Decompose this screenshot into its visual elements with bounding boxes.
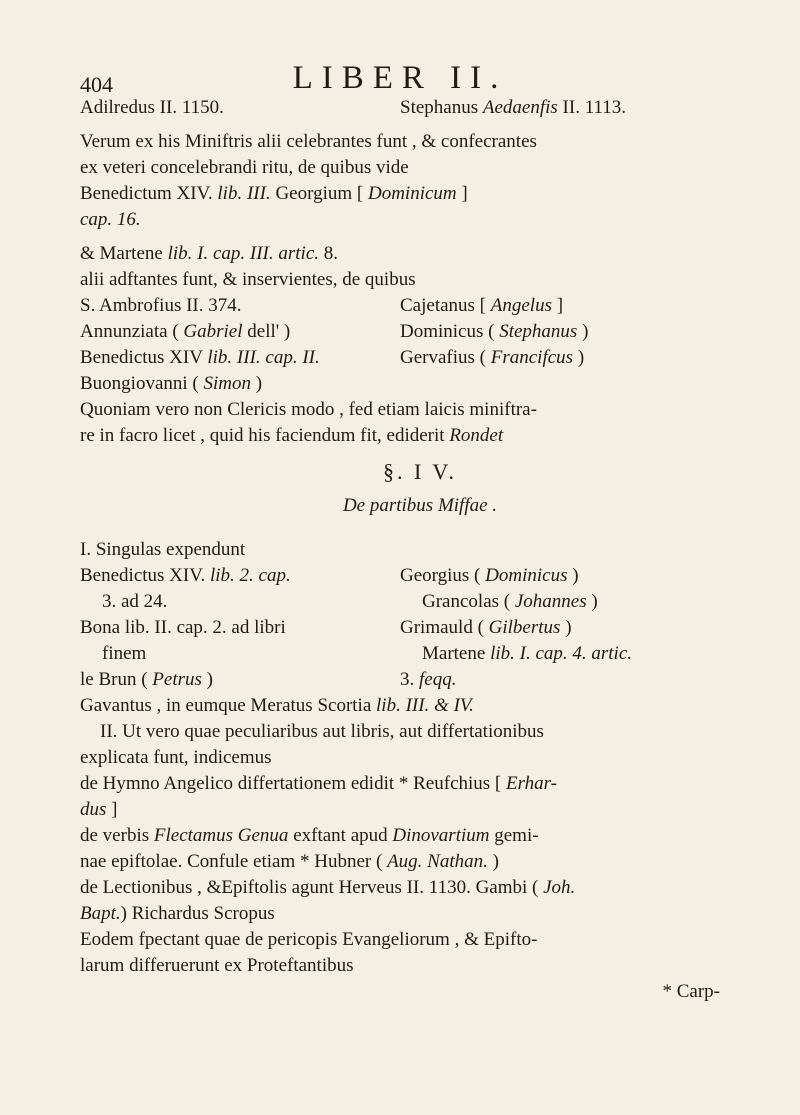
reference-list-2 xyxy=(80,537,760,693)
para2-line1: & Martene lib. I. cap. III. artic. 8. xyxy=(80,243,339,264)
para2-line2: alii adftantes funt, & inservientes, de quibus xyxy=(80,269,416,290)
reference-list-1 xyxy=(80,293,760,397)
list-item xyxy=(80,589,760,615)
list-item-right: Cajetanus [ Angelus ] xyxy=(400,295,564,316)
para4-line3: explicata funt, indicemus xyxy=(80,747,272,768)
para4-line6: de verbis Flectamus Genua exftant apud Dinovartium gemi- xyxy=(80,825,539,846)
list-item xyxy=(80,293,760,319)
section-heading: §. I V. xyxy=(383,459,457,484)
list-item-left: le Brun ( Petrus ) xyxy=(80,669,213,690)
list-item-left: Annunziata ( Gabriel dell' ) xyxy=(80,321,291,342)
list-item-left: I. Singulas expendunt xyxy=(80,539,246,560)
page-header xyxy=(80,60,720,100)
para4-line2: II. Ut vero quae peculiaribus aut libris, aut differtationibus xyxy=(100,721,544,742)
list-item-right: 3. feqq. xyxy=(400,669,457,690)
para3-line1: Quoniam vero non Clericis modo , fed etiam laicis miniftra- xyxy=(80,399,537,420)
para4-line4: de Hymno Angelico differtationem edidit * Reufchius [ Erhar- xyxy=(80,773,557,794)
catchword: * Carp- xyxy=(662,981,720,1002)
para4-line11: larum differuerunt ex Proteftantibus xyxy=(80,955,354,976)
list-item-right: Martene lib. I. cap. 4. artic. xyxy=(422,643,633,664)
list-item-right: Dominicus ( Stephanus ) xyxy=(400,321,589,342)
para1-line2: ex veteri concelebrandi ritu, de quibus vide xyxy=(80,157,409,178)
para4-line5: dus ] xyxy=(80,799,118,820)
list-item-left: Benedictus XIV. lib. 2. cap. xyxy=(80,565,291,586)
list-item xyxy=(80,345,760,371)
column-right: Stephanus Aedaenfis II. 1113. xyxy=(400,97,627,118)
section-subtitle: De partibus Miffae . xyxy=(342,495,498,516)
para1-line4: cap. 16. xyxy=(80,209,141,230)
page-number: 404 xyxy=(80,72,113,97)
list-item-left: 3. ad 24. xyxy=(102,591,168,612)
list-item-right xyxy=(400,371,760,397)
para1-line1: Verum ex his Miniftris alii celebrantes funt , & confecrantes xyxy=(80,131,537,152)
list-item-left: Bona lib. II. cap. 2. ad libri xyxy=(80,617,286,638)
list-item-left: S. Ambrofius II. 374. xyxy=(80,295,242,316)
list-item xyxy=(80,615,760,641)
list-item xyxy=(80,563,760,589)
list-item xyxy=(80,371,760,397)
running-title: LIBER II. xyxy=(292,60,508,96)
list-item-right xyxy=(400,537,760,563)
para3-line2: re in facro licet , quid his faciendum fit, ediderit Rondet xyxy=(80,425,504,446)
list-item-right: Georgius ( Dominicus ) xyxy=(400,565,579,586)
para4-line10: Eodem fpectant quae de pericopis Evangeliorum , & Epifto- xyxy=(80,929,538,950)
column-left: Adilredus II. 1150. xyxy=(80,97,224,118)
para4-line8: de Lectionibus , &Epiftolis agunt Herveus II. 1130. Gambi ( Joh. xyxy=(80,877,576,898)
list-item xyxy=(80,319,760,345)
list-item xyxy=(80,641,760,667)
list-item-left: Buongiovanni ( Simon ) xyxy=(80,373,263,394)
column-row xyxy=(80,95,760,121)
para4-line9: Bapt.) Richardus Scropus xyxy=(80,903,275,924)
list-item xyxy=(80,537,760,563)
list-item-right: Gervafius ( Francifcus ) xyxy=(400,347,585,368)
body-text xyxy=(80,95,760,1005)
list-item xyxy=(80,667,760,693)
list-item-right: Grancolas ( Johannes ) xyxy=(422,591,598,612)
para4-line1: Gavantus , in eumque Meratus Scortia lib. III. & IV. xyxy=(80,695,474,716)
list-item-left: Benedictus XIV lib. III. cap. II. xyxy=(80,347,320,368)
list-item-left: finem xyxy=(102,643,147,664)
para1-line3: Benedictum XIV. lib. III. Georgium [ Dominicum ] xyxy=(80,183,468,204)
list-item-right: Grimauld ( Gilbertus ) xyxy=(400,617,572,638)
para4-line7: nae epiftolae. Confule etiam * Hubner ( Aug. Nathan. ) xyxy=(80,851,499,872)
